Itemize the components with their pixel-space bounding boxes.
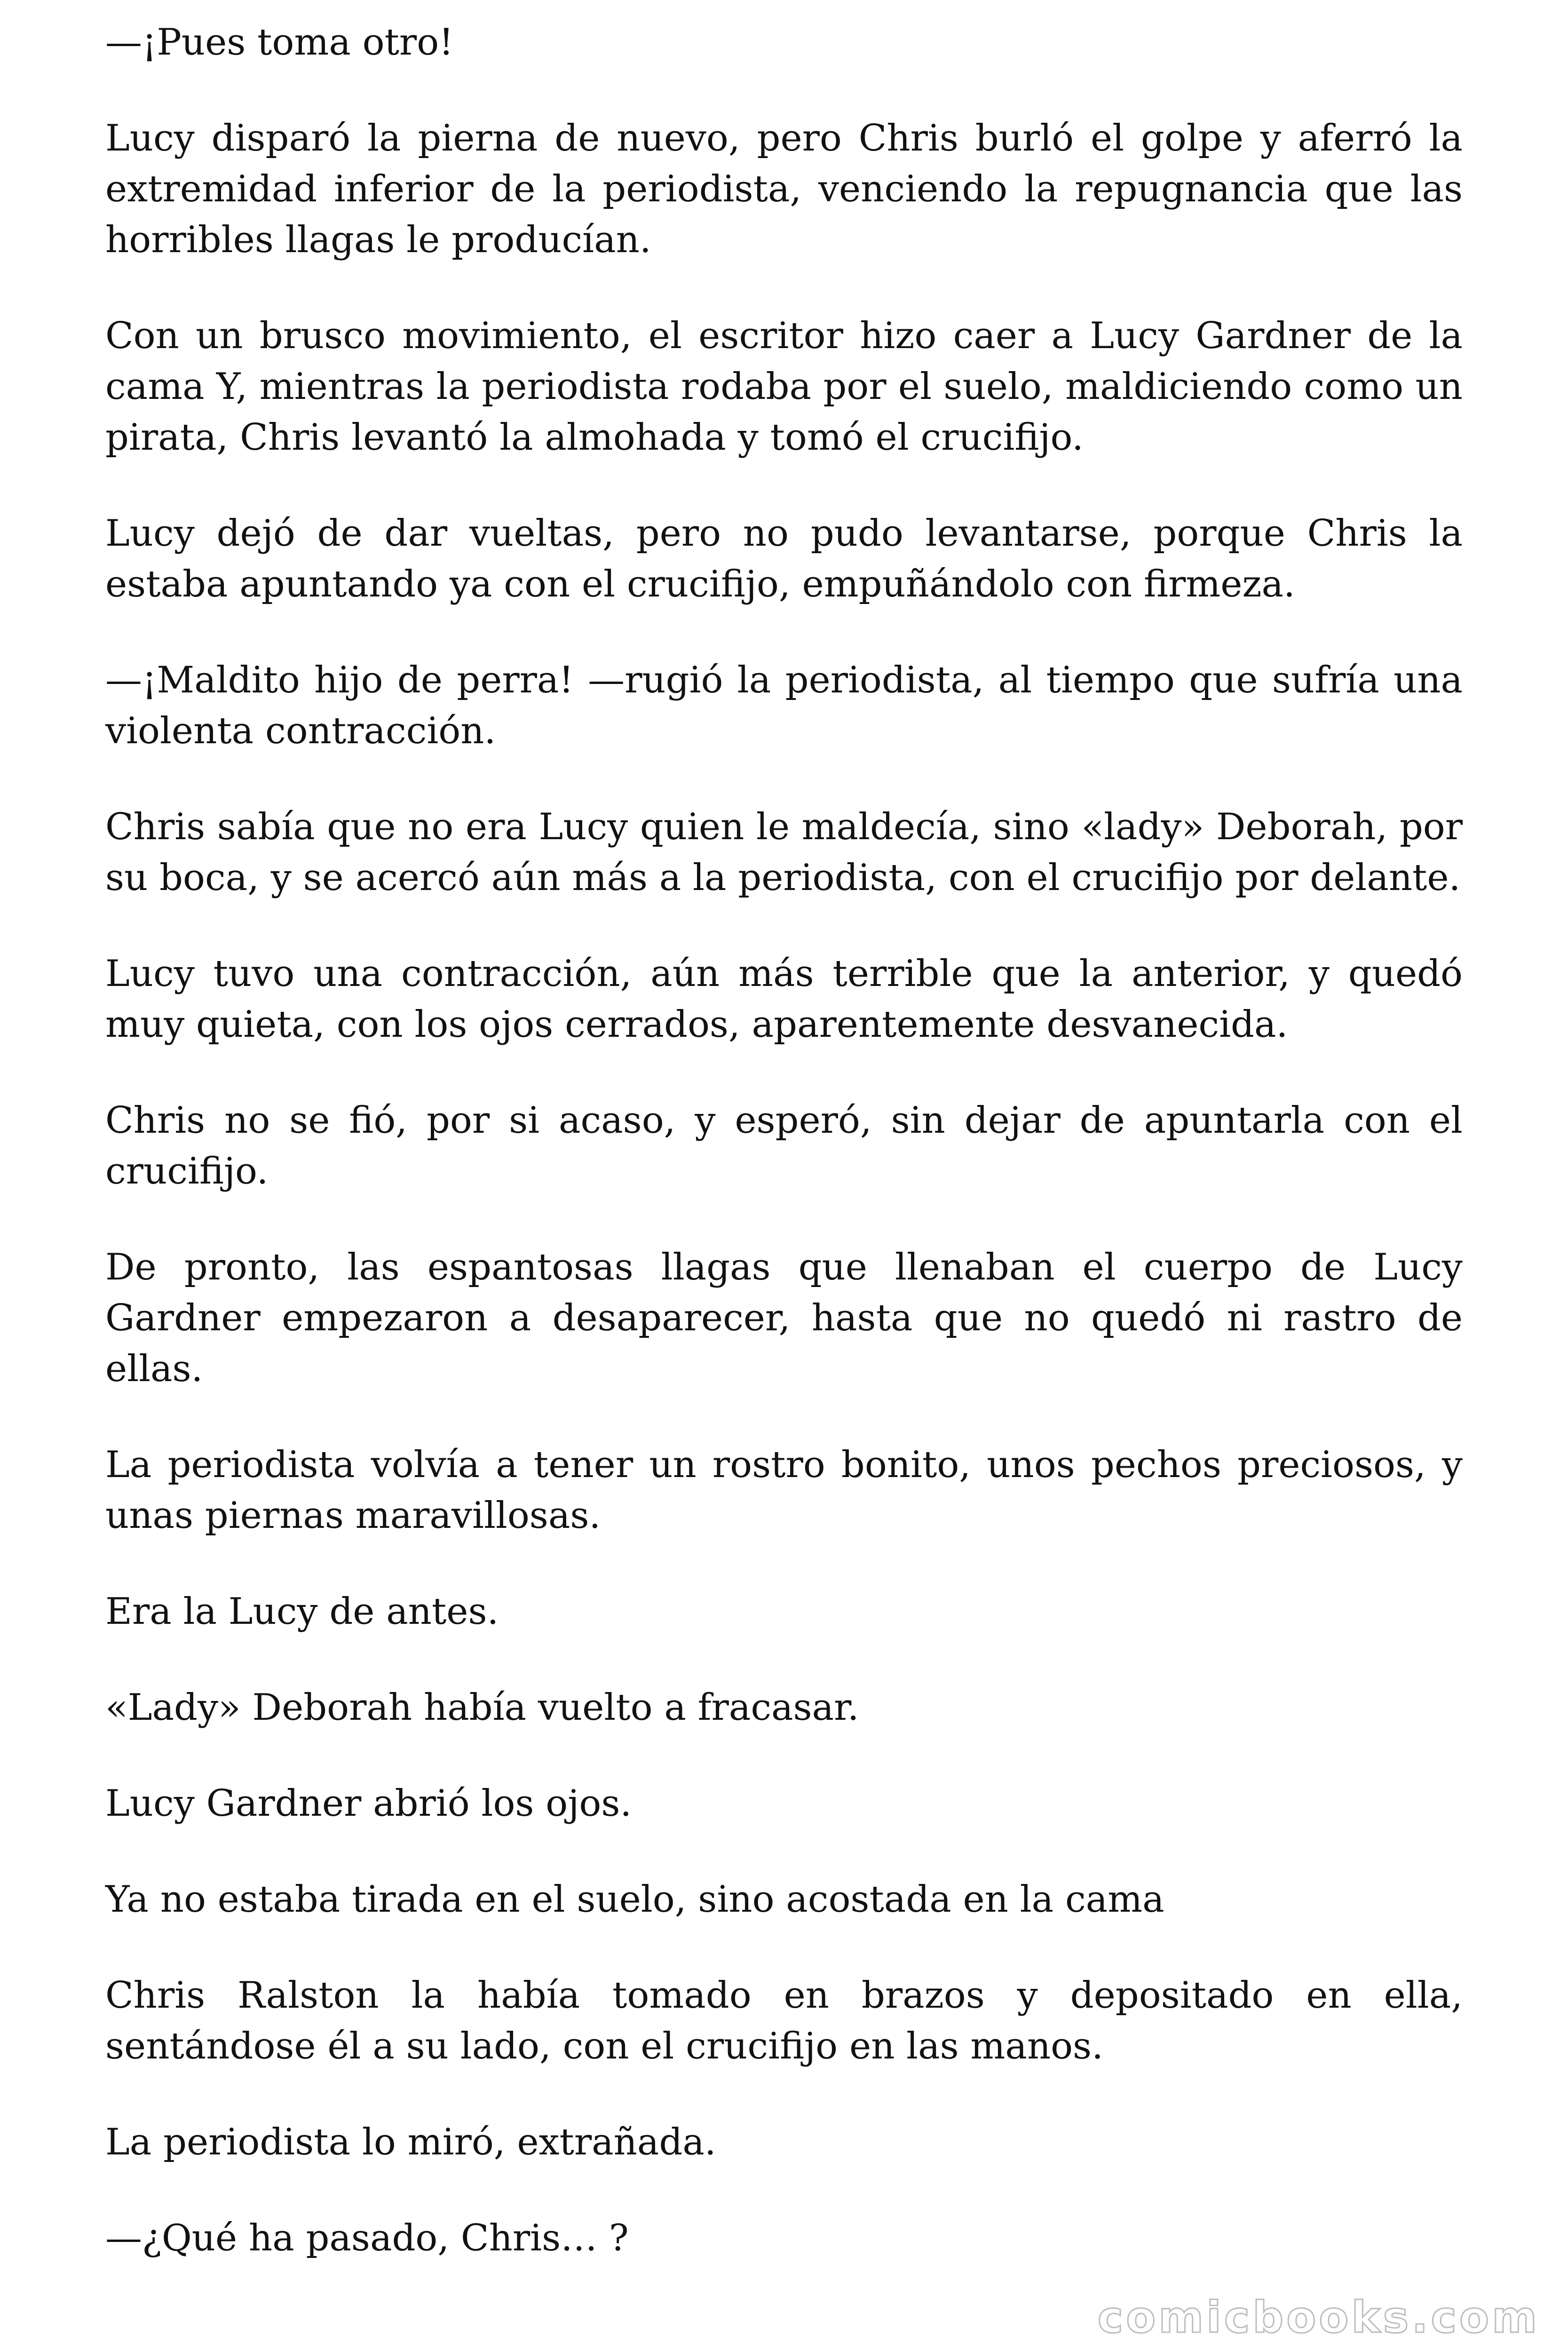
paragraph: «Lady» Deborah había vuelto a fracasar.	[105, 1686, 859, 1729]
paragraph: Lucy dejó de dar vueltas, pero no pudo levantarse, porque Chris la estaba apuntando ya con el crucifijo, empuñándolo con firmeza.	[105, 512, 1463, 605]
paragraph: Chris sabía que no era Lucy quien le maldecía, sino «lady» Deborah, por su boca, y se acercó aún más a la periodista, con el crucifijo por delante.	[105, 806, 1463, 899]
paragraph: Lucy tuvo una contracción, aún más terrible que la anterior, y quedó muy quieta, con los ojos cerrados, aparentemente desvanecida.	[105, 953, 1463, 1046]
paragraph: Era la Lucy de antes.	[105, 1590, 499, 1633]
paragraph: Chris Ralston la había tomado en brazos y depositado en ella, sentándose él a su lado, con el crucifijo en las manos.	[105, 1974, 1463, 2067]
paragraph: Ya no estaba tirada en el suelo, sino acostada en la cama	[105, 1878, 1164, 1921]
paragraph: —¡Maldito hijo de perra! —rugió la periodista, al tiempo que sufría una violenta contracción.	[105, 659, 1463, 752]
paragraph: Con un brusco movimiento, el escritor hizo caer a Lucy Gardner de la cama Y, mientras la periodista rodaba por el suelo, maldiciendo como un pirata, Chris levantó la almohada y tomó el crucifijo.	[105, 315, 1463, 459]
paragraph: Lucy Gardner abrió los ojos.	[105, 1782, 632, 1825]
paragraph: —¡Pues toma otro!	[105, 21, 454, 64]
paragraph: De pronto, las espantosas llagas que llenaban el cuerpo de Lucy Gardner empezaron a desaparecer, hasta que no quedó ni rastro de ellas.	[105, 1246, 1463, 1390]
paragraph: —¿Qué ha pasado, Chris… ?	[105, 2217, 629, 2259]
paragraph: Chris no se fió, por si acaso, y esperó, sin dejar de apuntarla con el crucifijo.	[105, 1099, 1463, 1192]
watermark: comicbooks.com	[1097, 2292, 1540, 2343]
paragraph: La periodista lo miró, extrañada.	[105, 2121, 716, 2163]
paragraph: La periodista volvía a tener un rostro bonito, unos pechos preciosos, y unas piernas maravillosas.	[105, 1444, 1463, 1537]
body-text	[105, 17, 1463, 2264]
paragraph: Lucy disparó la pierna de nuevo, pero Chris burló el golpe y aferró la extremidad inferior de la periodista, venciendo la repugnancia que las horribles llagas le producían.	[105, 117, 1463, 261]
